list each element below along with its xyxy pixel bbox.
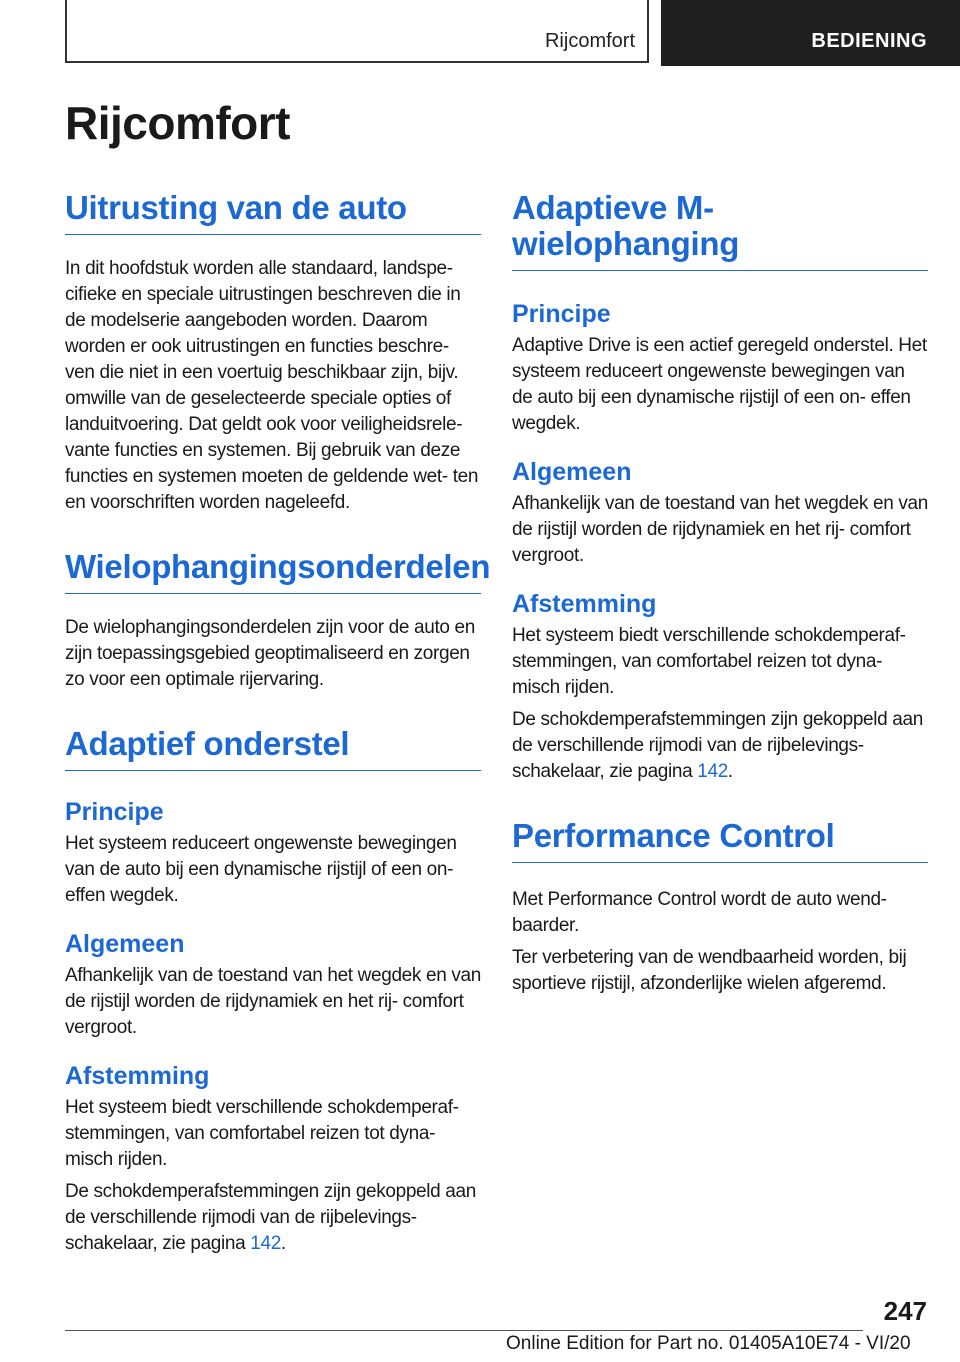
header-chapter: Rijcomfort	[544, 30, 635, 52]
section-title-wielophangingsonderdelen: Wielophangingsonderdelen	[65, 549, 481, 594]
section-title-adaptief-onderstel: Adaptief onderstel	[65, 726, 481, 771]
section-title-adaptieve-m-wielophanging: Adaptieve M- wielophanging	[512, 190, 928, 271]
paragraph-performance-2: Ter verbetering van de wendbaarheid worden, bij sportieve rijstijl, afzonderlijke wielen afgeremd.	[512, 947, 907, 994]
page-title: Rijcomfort	[65, 97, 290, 149]
afstemming-period: .	[280, 1233, 286, 1254]
footer-edition: Online Edition for Part no. 01405A10E74 - VI/20	[506, 1333, 911, 1354]
left-column	[65, 189, 491, 1257]
paragraph-uitrusting: In dit hoofdstuk worden alle standaard, landspe- cifieke en speciale uitrustingen beschreven die in de modelserie aangeboden worden. Daarom worden er ook uitrustingen en functies beschre- ven die niet in een voertuig beschikbaar zijn, bijv. omwille van de geselecteerde speciale opties of landuitvoering. Dat geldt ook voor veiligheidsrele- vante functies en systemen. Bij gebruik van deze functies en systemen moeten de geldende wet- ten en voorschriften worden nageleefd.	[65, 258, 479, 513]
paragraph-principe: Adaptive Drive is een actief geregeld onderstel. Het systeem reduceert ongewenste bewegingen van de auto bij een dynamische rijstijl of een on- effen wegdek.	[512, 335, 927, 434]
page-number: 247	[883, 1296, 927, 1326]
paragraph-afstemming-1: Het systeem biedt verschillende schokdemperaf- stemmingen, van comfortabel reizen tot dyna- misch rijden.	[65, 1097, 459, 1170]
subheading-algemeen: Algemeen	[512, 458, 632, 486]
paragraph-afstemming-2	[65, 1179, 481, 1257]
section-title-uitrusting: Uitrusting van de auto	[65, 190, 481, 235]
paragraph-wielophangingsonderdelen: De wielophangingsonderdelen zijn voor de auto en zijn toepassingsgebied geoptimaliseerd en zorgen zo voor een optimale rijervaring.	[65, 617, 475, 690]
footer-divider	[65, 1330, 863, 1331]
page-header	[0, 0, 960, 66]
subheading-principe: Principe	[512, 300, 611, 328]
subheading-afstemming: Afstemming	[65, 1062, 210, 1090]
afstemming-text: De schokdemperafstemmingen zijn gekoppeld aan de verschillende rijmodi van de rijbelevings- schakelaar, zie pagina	[512, 709, 923, 782]
paragraph-algemeen: Afhankelijk van de toestand van het wegdek en van de rijstijl worden de rijdynamiek en het rij- comfort vergroot.	[512, 493, 928, 566]
right-column	[512, 190, 928, 997]
paragraph-afstemming-2	[512, 707, 928, 785]
section-title-performance-control: Performance Control	[512, 818, 928, 863]
subheading-algemeen: Algemeen	[65, 930, 185, 958]
header-section-tab: BEDIENING	[661, 0, 960, 66]
afstemming-period: .	[727, 761, 733, 782]
paragraph-performance-1: Met Performance Control wordt de auto wend- baarder.	[512, 889, 887, 936]
subheading-afstemming: Afstemming	[512, 590, 657, 618]
page-link-142[interactable]: 142	[250, 1233, 281, 1254]
paragraph-algemeen: Afhankelijk van de toestand van het wegdek en van de rijstijl worden de rijdynamiek en het rij- comfort vergroot.	[65, 965, 481, 1038]
afstemming-text: De schokdemperafstemmingen zijn gekoppeld aan de verschillende rijmodi van de rijbelevings- schakelaar, zie pagina	[65, 1181, 476, 1254]
paragraph-afstemming-1: Het systeem biedt verschillende schokdemperaf- stemmingen, van comfortabel reizen tot dyna- misch rijden.	[512, 625, 906, 698]
page-link-142[interactable]: 142	[697, 761, 728, 782]
paragraph-principe: Het systeem reduceert ongewenste bewegingen van de auto bij een dynamische rijstijl of een on- effen wegdek.	[65, 833, 457, 906]
subheading-principe: Principe	[65, 798, 164, 826]
